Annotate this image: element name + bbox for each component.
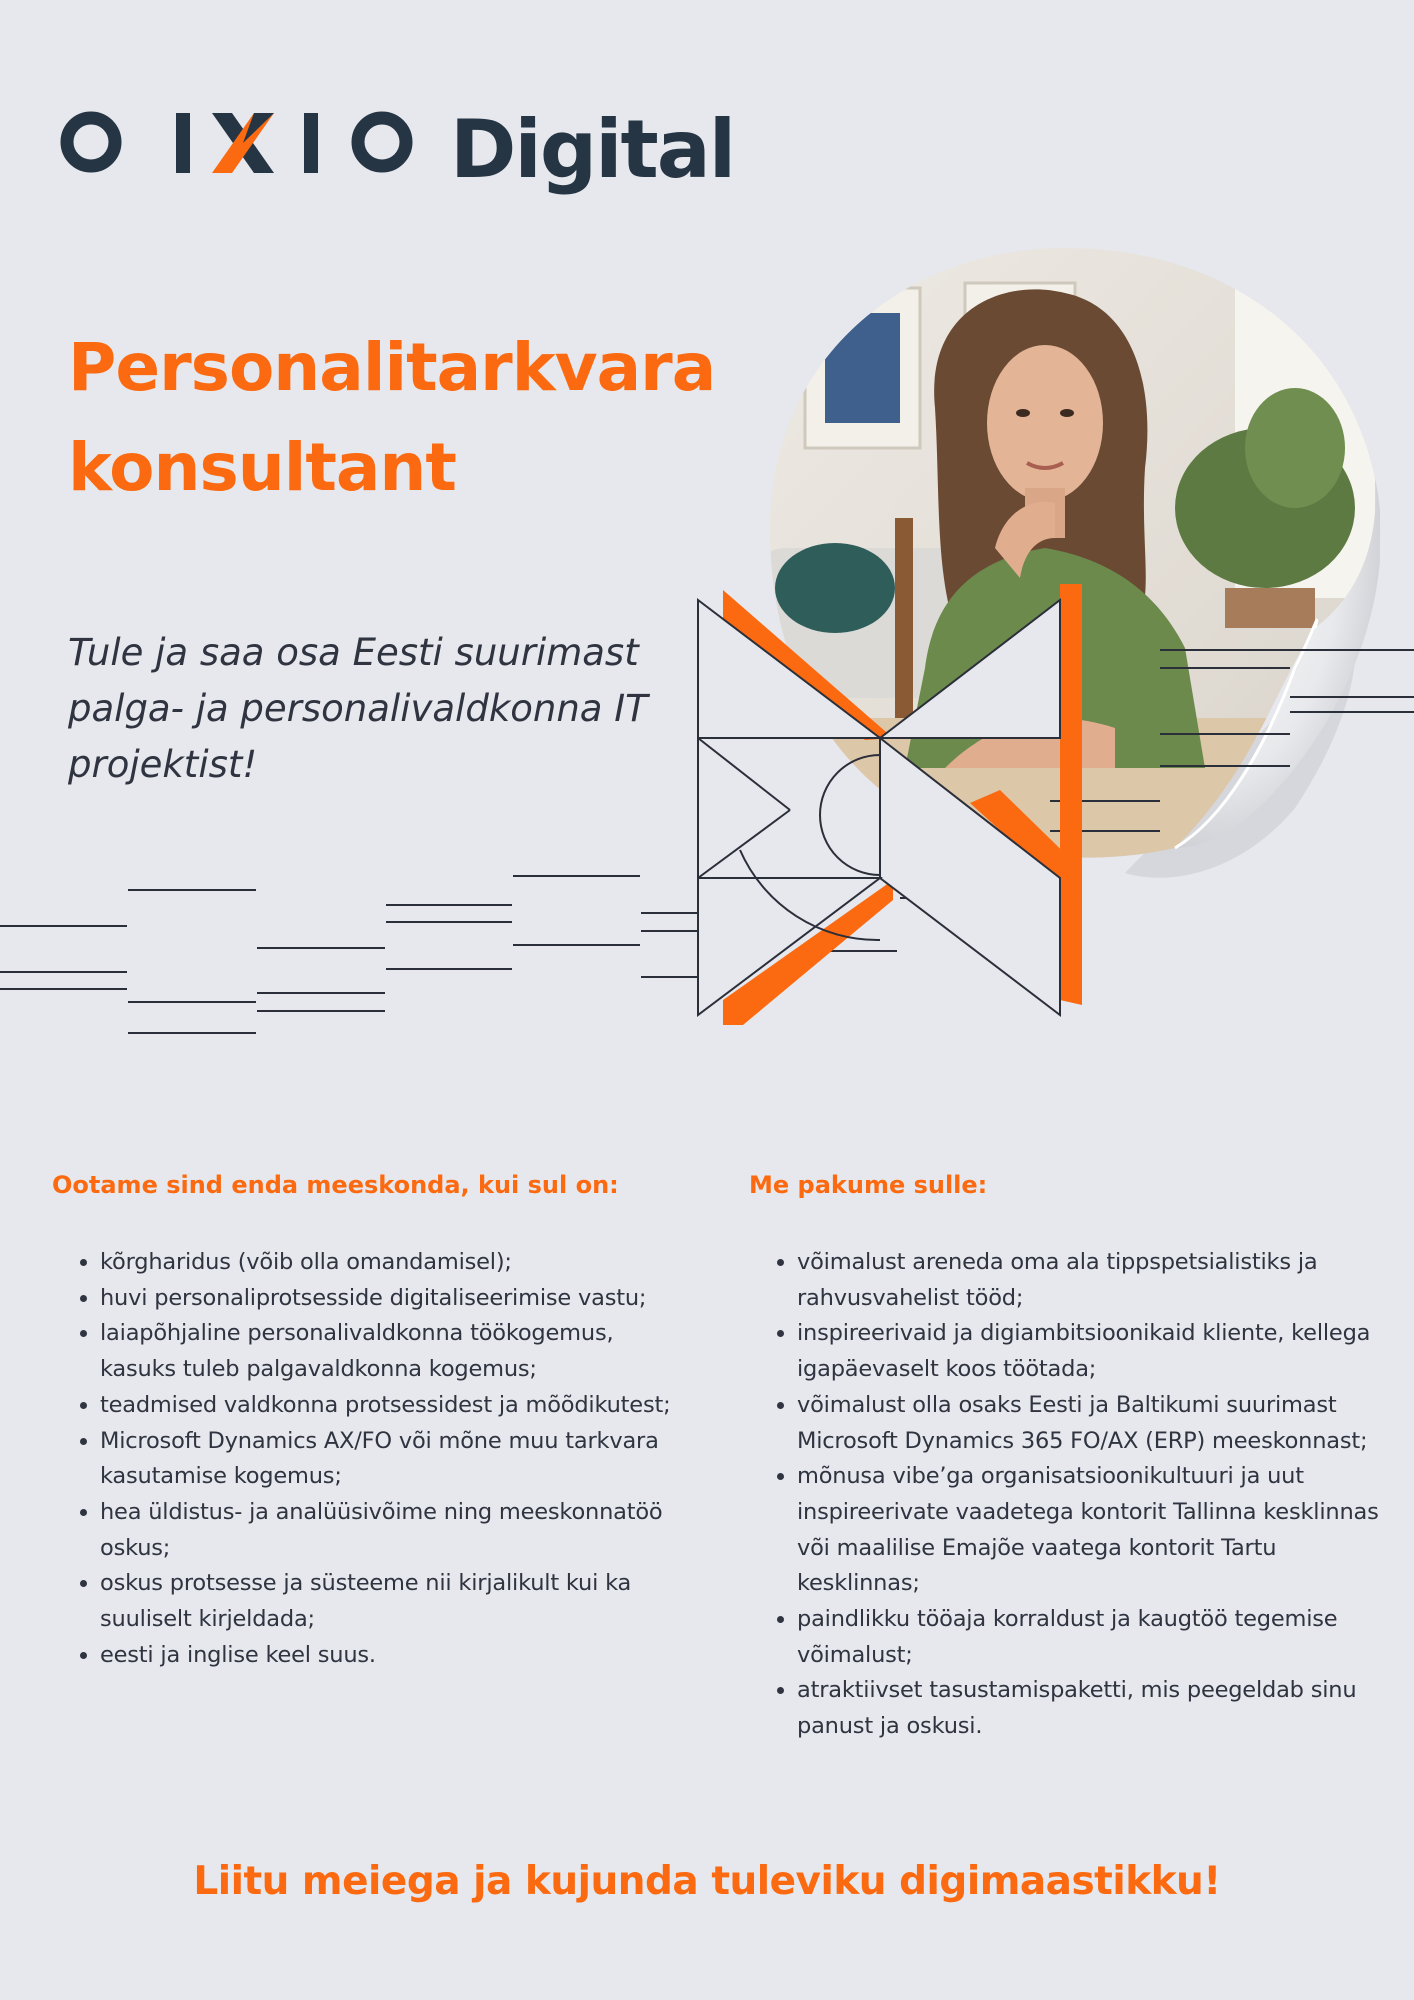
list-item: • huvi personaliprotsesside digitaliseerimise vastu; xyxy=(100,1281,692,1317)
requirements-heading: Ootame sind enda meeskonda, kui sul on: xyxy=(52,1171,619,1199)
subtitle: Tule ja saa osa Eesti suurimast palga- ja personalivaldkonna IT projektist! xyxy=(68,631,648,786)
offer-section xyxy=(749,1163,1379,1745)
list-item: • paindlikku tööaja korraldust ja kaugtöö tegemise võimalust; xyxy=(797,1602,1379,1673)
job-title-line-1: Personalitarkvara xyxy=(68,329,716,406)
list-item: • hea üldistus- ja analüüsivõime ning meeskonnatöö oskus; xyxy=(100,1495,692,1566)
logo-digital-text: Digital xyxy=(450,103,735,196)
consultant-photo xyxy=(755,248,1380,888)
list-item: • mõnusa vibe’ga organisatsioonikultuuri ja uut inspireerivate vaadetega kontorit Tallinna kesklinnas või maalilise Emajõe vaatega kontorit Tartu kesklinnas; xyxy=(797,1459,1379,1602)
list-item: • võimalust olla osaks Eesti ja Baltikumi suurimast Microsoft Dynamics 365 FO/AX (ERP) meeskonnast; xyxy=(797,1388,1379,1459)
list-item: • võimalust areneda oma ala tippspetsialistiks ja rahvusvahelist tööd; xyxy=(797,1245,1379,1316)
oixio-digital-logo xyxy=(60,100,735,200)
list-item: • Microsoft Dynamics AX/FO või mõne muu tarkvara kasutamise kogemus; xyxy=(100,1424,692,1495)
job-title-line-2: konsultant xyxy=(68,429,456,506)
list-item: • eesti ja inglise keel suus. xyxy=(100,1638,692,1674)
list-item: • kõrgharidus (võib olla omandamisel); xyxy=(100,1245,692,1281)
list-item: • oskus protsesse ja süsteeme nii kirjalikult kui ka suuliselt kirjeldada; xyxy=(100,1566,692,1637)
oixio-wordmark-icon xyxy=(60,100,440,200)
list-item: • teadmised valdkonna protsessidest ja mõõdikutest; xyxy=(100,1388,692,1424)
call-to-action: Liitu meiega ja kujunda tuleviku digimaastikku! xyxy=(193,1859,1221,1904)
requirements-list xyxy=(52,1245,692,1673)
offer-heading: Me pakume sulle: xyxy=(749,1171,988,1199)
job-title xyxy=(68,318,715,518)
list-item: • inspireerivaid ja digiambitsioonikaid kliente, kellega igapäevaselt koos töötada; xyxy=(797,1316,1379,1387)
offer-list xyxy=(749,1245,1379,1745)
list-item: • atraktiivset tasustamispaketti, mis peegeldab sinu panust ja oskusi. xyxy=(797,1673,1379,1744)
requirements-section xyxy=(52,1163,692,1673)
list-item: • laiapõhjaline personalivaldkonna töökogemus, kasuks tuleb palgavaldkonna kogemus; xyxy=(100,1316,692,1387)
